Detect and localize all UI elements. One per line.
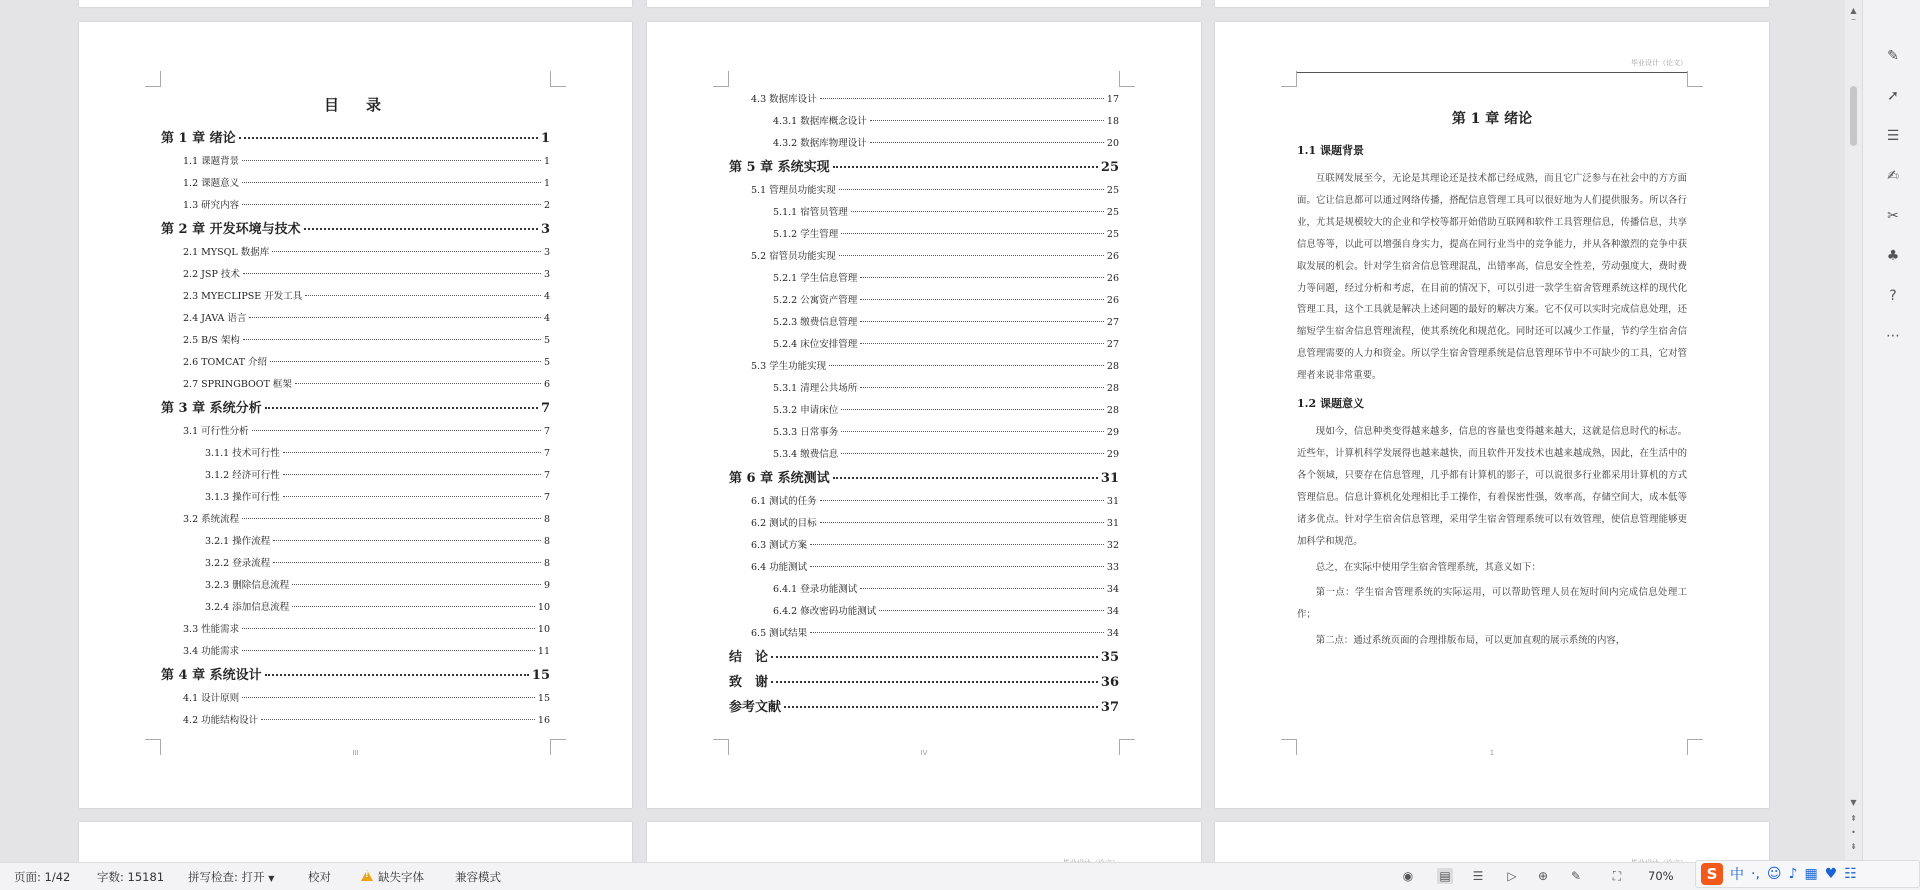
toc-list — [729, 86, 1119, 717]
toc-entry-page: 26 — [1106, 295, 1119, 306]
adjust-icon[interactable]: ☰ — [1886, 128, 1900, 144]
prev-page-icon[interactable]: ⇞ — [1850, 814, 1857, 823]
toc-leader-dots — [273, 562, 541, 563]
toc-entry-text: 2.3 MYECLIPSE 开发工具 — [183, 291, 303, 302]
toc-title: 目 录 — [323, 96, 387, 114]
proofread-button[interactable]: 校对 — [308, 870, 331, 884]
toc-leader-dots — [242, 204, 541, 205]
toc-entry-page: 7 — [543, 492, 550, 503]
toc-entry[interactable] — [161, 685, 550, 707]
page-header-rule — [1297, 72, 1687, 73]
toc-entry[interactable] — [729, 309, 1119, 331]
eye-icon[interactable]: ◉ — [1402, 869, 1414, 883]
play-icon[interactable]: ▷ — [1507, 869, 1517, 883]
toc-entry-text: 5.2.1 学生信息管理 — [773, 273, 858, 284]
toc-leader-dots — [851, 211, 1104, 212]
toc-leader-dots — [771, 656, 1098, 658]
toc-entry-text: 6.4 功能测试 — [751, 562, 808, 573]
toc-entry[interactable] — [161, 214, 550, 239]
toc-entry-text: 5.1 管理员功能实现 — [751, 185, 836, 196]
punctuation-icon[interactable]: ·, — [1751, 866, 1760, 882]
toc-entry[interactable] — [161, 418, 550, 440]
scrollbar-thumb[interactable] — [1850, 86, 1857, 146]
margin-mark — [1687, 71, 1703, 87]
toc-entry-page: 16 — [537, 715, 550, 726]
toc-entry[interactable] — [161, 594, 550, 616]
missing-font-label: 缺失字体 — [378, 870, 424, 884]
paragraph: 互联网发展至今，无论是其理论还是技术都已经成熟，而且它广泛参与在社会中的方方面面。它让信息都可以通过网络传播，搭配信息管理工具可以很好地为人们提供服务。所以各行业，尤其是规模较大的企业和学校等都开始借助互联网和软件工具管理信息，传播信息，共享信息等等，以此可以增强自身实力，提高在同行业当中的竞争能力，并从各种激烈的竞争中获取发展的机会。针对学生宿舍信息管理混乱，出错率高，信息安全性差，劳动强度大，费时费力等问题，经过分析和考虑，在目前的情况下，可以引进一款学生宿舍管理系统这样的现代化管理工具，这个工具就是解决上述问题的最好的解决方案。它不仅可以实时完成信息处理，还缩短学生宿舍信息管理流程，使其系统化和规范化。同时还可以减少工作量，节约学生宿舍信息管理需要的人力和资金。所以学生宿舍管理系统是信息管理环节中不可缺少的工具，它对管理者来说非常重要。 — [1297, 173, 1687, 382]
toc-entry[interactable] — [729, 441, 1119, 463]
margin-mark — [145, 71, 161, 87]
toc-entry[interactable] — [161, 123, 550, 148]
toc-leader-dots — [820, 500, 1104, 501]
toc-leader-dots — [860, 299, 1104, 300]
pen-icon[interactable]: ✎ — [1887, 48, 1899, 64]
toc-leader-dots — [265, 407, 538, 409]
toc-entry-page: 3 — [543, 247, 550, 258]
toc-entry-page: 2 — [543, 200, 550, 211]
toc-leader-dots — [839, 189, 1104, 190]
toc-entry[interactable] — [729, 375, 1119, 397]
chapter-title: 第 1 章 绪论 — [1451, 111, 1533, 127]
toc-leader-dots — [265, 674, 529, 676]
prev-page-2 — [647, 0, 1201, 7]
toc-leader-dots — [242, 182, 541, 183]
toc-entry-page: 10 — [537, 624, 550, 635]
toc-entry-text: 第 3 章 系统分析 — [161, 401, 262, 416]
toc-entry[interactable] — [161, 707, 550, 729]
toc-entry[interactable] — [161, 349, 550, 371]
toc-entry-page: 5 — [543, 357, 550, 368]
toc-leader-dots — [860, 321, 1104, 322]
toc-entry[interactable] — [729, 642, 1119, 667]
toc-entry-text: 4.1 设计原则 — [183, 693, 240, 704]
toc-entry-text: 第 4 章 系统设计 — [161, 668, 262, 683]
toc-entry[interactable] — [729, 130, 1119, 152]
toc-entry[interactable] — [729, 353, 1119, 375]
toc-entry[interactable] — [729, 108, 1119, 130]
toc-entry-text: 6.2 测试的目标 — [751, 518, 817, 529]
toc-entry[interactable] — [161, 170, 550, 192]
mic-icon[interactable]: ♪ — [1788, 866, 1798, 882]
toc-entry[interactable] — [729, 177, 1119, 199]
toc-leader-dots — [273, 540, 541, 541]
toc-entry[interactable] — [161, 506, 550, 528]
toc-entry-page: 29 — [1106, 449, 1119, 460]
toc-leader-dots — [860, 343, 1104, 344]
toc-entry-text: 2.7 SPRINGBOOT 框架 — [183, 379, 292, 390]
toc-entry-page: 8 — [543, 558, 550, 569]
sogou-logo-icon[interactable]: S — [1701, 863, 1723, 885]
scroll-down-icon[interactable]: ▼ — [1850, 798, 1857, 807]
toc-entry-text: 3.2.4 添加信息流程 — [205, 602, 290, 613]
toc-entry[interactable] — [161, 660, 550, 685]
toc-entry-page: 25 — [1106, 185, 1119, 196]
toc-entry[interactable] — [161, 192, 550, 214]
skin-icon[interactable]: ♥ — [1824, 866, 1838, 882]
toc-entry-text: 第 2 章 开发环境与技术 — [161, 222, 301, 237]
next-page-icon[interactable]: ⇟ — [1850, 842, 1857, 851]
toc-leader-dots — [283, 496, 541, 497]
toc-entry-text: 2.2 JSP 技术 — [183, 269, 240, 280]
toc-entry-page: 34 — [1106, 628, 1119, 639]
emoji-icon[interactable]: ☺ — [1766, 866, 1782, 882]
toc-entry-page: 36 — [1100, 675, 1119, 690]
toc-entry-text: 第 6 章 系统测试 — [729, 471, 830, 486]
toc-entry[interactable] — [729, 287, 1119, 309]
toc-entry[interactable] — [729, 331, 1119, 353]
toc-entry[interactable] — [161, 484, 550, 506]
toc-entry[interactable] — [161, 440, 550, 462]
toc-leader-dots — [243, 273, 541, 274]
toc-entry[interactable] — [729, 667, 1119, 692]
toc-entry-text: 6.1 测试的任务 — [751, 496, 817, 507]
toc-entry-page: 4 — [543, 313, 550, 324]
toc-entry-page: 35 — [1100, 650, 1119, 665]
toc-entry-page: 17 — [1106, 94, 1119, 105]
toc-leader-dots — [243, 339, 541, 340]
toc-entry-text: 结 论 — [729, 650, 769, 665]
chapter-body — [1297, 108, 1687, 656]
toc-leader-dots — [839, 255, 1104, 256]
toc-entry-text: 5.3.1 清理公共场所 — [773, 383, 858, 394]
pointer-icon[interactable]: ➚ — [1887, 88, 1899, 104]
status-bar — [0, 862, 1920, 890]
toc-leader-dots — [252, 430, 541, 431]
toc-entry-text: 1.2 课题意义 — [183, 178, 240, 189]
toc-entry-page: 29 — [1106, 427, 1119, 438]
margin-mark — [713, 71, 729, 87]
toc-entry-text: 3.1.2 经济可行性 — [205, 470, 280, 481]
help-icon[interactable]: ? — [1889, 288, 1897, 304]
toc-entry-text: 致 谢 — [729, 675, 769, 690]
toc-entry-text: 3.2 系统流程 — [183, 514, 240, 525]
toc-entry-text: 6.3 测试方案 — [751, 540, 808, 551]
keyboard-icon[interactable]: ▦ — [1804, 866, 1818, 882]
toc-page-2[interactable] — [647, 22, 1201, 808]
toc-entry-page: 1 — [543, 156, 550, 167]
section-title: 1.2 课题意义 — [1297, 397, 1364, 411]
toc-entry-page: 27 — [1106, 339, 1119, 350]
toc-entry[interactable] — [729, 692, 1119, 717]
toc-leader-dots — [292, 584, 541, 585]
toc-entry[interactable] — [729, 265, 1119, 287]
toc-leader-dots — [829, 365, 1104, 366]
toc-entry-text: 6.4.2 修改密码功能测试 — [773, 606, 877, 617]
tools-icon[interactable]: ✂ — [1887, 208, 1899, 224]
toc-entry-page: 26 — [1106, 251, 1119, 262]
toc-entry-text: 6.4.1 登录功能测试 — [773, 584, 858, 595]
toc-entry-page: 11 — [537, 646, 550, 657]
toc-entry-text: 5.2.2 公寓资产管理 — [773, 295, 858, 306]
edit-icon[interactable]: ✎ — [1570, 869, 1582, 883]
fit-page-icon[interactable]: ⛶ — [1612, 868, 1622, 883]
toc-entry[interactable] — [161, 261, 550, 283]
toc-entry[interactable] — [161, 638, 550, 660]
toc-leader-dots — [272, 251, 541, 252]
toc-entry-text: 3.3 性能需求 — [183, 624, 240, 635]
toc-entry-page: 6 — [543, 379, 550, 390]
spell-check-label: 拼写检查: 打开 — [188, 870, 265, 884]
toc-entry-text: 4.3.1 数据库概念设计 — [773, 116, 867, 127]
web-view-icon[interactable]: ⊕ — [1537, 869, 1549, 883]
toc-leader-dots — [833, 166, 1098, 168]
toc-entry[interactable] — [729, 532, 1119, 554]
toc-entry-text: 5.1.2 学生管理 — [773, 229, 839, 240]
toc-entry[interactable] — [729, 397, 1119, 419]
warning-icon — [361, 870, 373, 882]
toc-entry-page: 7 — [543, 448, 550, 459]
scroll-top-icon[interactable]: ‾ — [1851, 18, 1856, 27]
toc-entry-page: 25 — [1106, 207, 1119, 218]
margin-mark — [550, 71, 566, 87]
page-header-text: 毕业设计（论文） — [1631, 59, 1687, 67]
toc-entry-page: 31 — [1100, 471, 1119, 486]
toc-entry[interactable] — [161, 371, 550, 393]
toc-entry[interactable] — [729, 243, 1119, 265]
toc-entry[interactable] — [729, 510, 1119, 532]
toc-leader-dots — [261, 719, 535, 720]
toc-entry-text: 第 5 章 系统实现 — [729, 160, 830, 175]
toc-entry[interactable] — [161, 305, 550, 327]
toc-leader-dots — [242, 628, 535, 629]
word-count[interactable]: 字数: 15181 — [97, 870, 165, 884]
vertical-scrollbar[interactable] — [1845, 0, 1862, 862]
toc-entry[interactable] — [161, 239, 550, 261]
toc-leader-dots — [870, 120, 1104, 121]
toc-leader-dots — [242, 697, 535, 698]
toc-entry-page: 3 — [540, 222, 550, 237]
toc-entry-page: 25 — [1106, 229, 1119, 240]
paragraph: 第二点：通过系统页面的合理排版布局，可以更加直观的展示系统的内容， — [1315, 635, 1626, 647]
page-number: III — [352, 749, 359, 757]
toc-entry-page: 28 — [1106, 383, 1119, 394]
outline-view-icon[interactable]: ☰ — [1472, 869, 1484, 883]
toc-entry-text: 5.3.2 申请床位 — [773, 405, 839, 416]
toc-leader-dots — [242, 518, 541, 519]
toc-entry-page: 7 — [543, 470, 550, 481]
margin-mark — [1281, 71, 1297, 87]
toc-entry-page: 7 — [543, 426, 550, 437]
toc-leader-dots — [304, 228, 538, 230]
toc-entry-text: 2.6 TOMCAT 介绍 — [183, 357, 267, 368]
toc-entry-page: 27 — [1106, 317, 1119, 328]
toc-entry-page: 33 — [1106, 562, 1119, 573]
chapter-page[interactable] — [1215, 22, 1769, 808]
toc-entry-text: 5.3 学生功能实现 — [751, 361, 827, 372]
toc-leader-dots — [270, 361, 541, 362]
toc-entry-page: 3 — [543, 269, 550, 280]
toc-entry-text: 4.2 功能结构设计 — [183, 715, 259, 726]
toc-entry-text: 2.4 JAVA 语言 — [183, 313, 247, 324]
select-browse-icon[interactable]: • — [1851, 828, 1856, 837]
toc-entry[interactable] — [729, 86, 1119, 108]
toc-entry-page: 32 — [1106, 540, 1119, 551]
toc-entry-text: 2.1 MYSQL 数据库 — [183, 247, 270, 258]
toc-leader-dots — [242, 160, 541, 161]
toc-entry-page: 31 — [1106, 496, 1119, 507]
toc-leader-dots — [249, 317, 541, 318]
toc-leader-dots — [810, 632, 1104, 633]
ime-lang[interactable]: 中 — [1730, 867, 1744, 883]
toc-entry[interactable] — [729, 221, 1119, 243]
toc-leader-dots — [820, 98, 1104, 99]
toc-entry-text: 4.3 数据库设计 — [751, 94, 817, 105]
toc-entry[interactable] — [161, 572, 550, 594]
toc-leader-dots — [784, 706, 1098, 708]
toc-entry[interactable] — [729, 152, 1119, 177]
toc-entry[interactable] — [161, 528, 550, 550]
toc-leader-dots — [292, 606, 535, 607]
toc-leader-dots — [820, 522, 1104, 523]
toc-entry-text: 5.1.1 宿管员管理 — [773, 207, 848, 218]
toc-leader-dots — [242, 650, 535, 651]
toc-leader-dots — [841, 431, 1104, 432]
toc-entry[interactable] — [729, 554, 1119, 576]
toc-entry-text: 4.3.2 数据库物理设计 — [773, 138, 867, 149]
toc-entry-text: 6.5 测试结果 — [751, 628, 808, 639]
toc-leader-dots — [879, 610, 1104, 611]
toc-leader-dots — [810, 544, 1104, 545]
page-view-icon[interactable]: ▤ — [1437, 868, 1453, 884]
toc-entry-text: 1.1 课题背景 — [183, 156, 240, 167]
toc-leader-dots — [870, 142, 1104, 143]
page-number: 1 — [1489, 749, 1495, 757]
toc-entry[interactable] — [161, 550, 550, 572]
section-title: 1.1 课题背景 — [1297, 144, 1364, 157]
toc-entry[interactable] — [161, 393, 550, 418]
toc-entry-page: 1 — [540, 131, 550, 146]
toc-entry[interactable] — [729, 620, 1119, 642]
toc-entry-page: 1 — [543, 178, 550, 189]
toc-leader-dots — [239, 137, 538, 139]
toc-entry[interactable] — [161, 327, 550, 349]
toc-entry-text: 5.3.3 日常事务 — [773, 427, 839, 438]
toc-entry[interactable] — [161, 462, 550, 484]
shirt-icon[interactable]: ♣ — [1886, 248, 1900, 264]
toc-entry-text: 3.1.1 技术可行性 — [205, 448, 280, 459]
toc-leader-dots — [841, 409, 1104, 410]
toc-entry[interactable] — [729, 419, 1119, 441]
toc-entry-text: 5.2.3 缴费信息管理 — [773, 317, 858, 328]
toc-entry-page: 15 — [531, 668, 550, 683]
toc-entry-text: 5.3.4 缴费信息 — [773, 449, 839, 460]
spell-check[interactable] — [188, 869, 274, 885]
toc-leader-dots — [841, 453, 1104, 454]
paragraph: 现如今，信息种类变得越来越多，信息的容量也变得越来越大，这就是信息时代的标志。近些年，计算机科学发展得也越来越快，而且软件开发技术也越来越成熟，因此，在生活中的各个领域，只要存在信息管理，几乎都有计算机的影子，可以说很多行业都采用计算机的方式管理信息。信息计算机化处理相比手工操作，有着保密性强，效率高，存储空间大，成本低等诸多优点。针对学生宿舍信息管理，采用学生宿舍管理系统可以有效管理，使信息管理能够更加科学和规范。 — [1297, 426, 1687, 547]
toc-entry-page: 5 — [543, 335, 550, 346]
toc-entry-text: 参考文献 — [729, 700, 782, 715]
toc-entry-text: 2.5 B/S 架构 — [183, 335, 240, 346]
toc-entry-page: 8 — [543, 536, 550, 547]
toc-entry-text: 3.1 可行性分析 — [183, 426, 249, 437]
style-icon[interactable]: ✍ — [1887, 168, 1899, 184]
toc-entry-page: 18 — [1106, 116, 1119, 127]
toc-entry[interactable] — [161, 283, 550, 305]
toc-entry-page: 15 — [537, 693, 550, 704]
toc-entry[interactable] — [729, 576, 1119, 598]
toc-entry-text: 3.4 功能需求 — [183, 646, 240, 657]
toc-entry[interactable] — [161, 148, 550, 170]
toc-page-1[interactable] — [79, 22, 632, 808]
toc-entry-page: 26 — [1106, 273, 1119, 284]
toc-entry-text: 5.2 宿管员功能实现 — [751, 251, 836, 262]
missing-font-button[interactable] — [361, 869, 424, 885]
toc-entry-text: 3.2.3 删除信息流程 — [205, 580, 290, 591]
toc-entry[interactable] — [729, 598, 1119, 620]
toc-entry[interactable] — [161, 616, 550, 638]
scroll-up-icon[interactable]: ▲ — [1850, 6, 1857, 15]
toc-entry-page: 37 — [1100, 700, 1119, 715]
toc-leader-dots — [841, 233, 1104, 234]
paragraph: 第一点：学生宿舍管理系统的实际运用，可以帮助管理人员在短时间内完成信息处理工作； — [1297, 587, 1687, 621]
toc-entry-page: 31 — [1106, 518, 1119, 529]
prev-page-1 — [79, 0, 632, 7]
page-count[interactable]: 页面: 1/42 — [14, 870, 71, 884]
tools-icon[interactable]: ☷ — [1844, 866, 1857, 882]
zoom-level[interactable]: 70% — [1648, 869, 1674, 883]
toc-entry-page: 34 — [1106, 584, 1119, 595]
toc-entry-page: 34 — [1106, 606, 1119, 617]
toc-entry-page: 28 — [1106, 405, 1119, 416]
toc-entry-page: 28 — [1106, 361, 1119, 372]
toc-leader-dots — [860, 588, 1104, 589]
toc-leader-dots — [283, 474, 541, 475]
toc-entry[interactable] — [729, 199, 1119, 221]
toc-leader-dots — [860, 387, 1104, 388]
toc-leader-dots — [771, 681, 1098, 683]
paragraph: 总之，在实际中使用学生宿舍管理系统，其意义如下： — [1315, 561, 1541, 573]
toc-entry-page: 20 — [1106, 138, 1119, 149]
more-icon[interactable]: ⋯ — [1886, 328, 1900, 344]
margin-mark — [1119, 71, 1135, 87]
toc-entry[interactable] — [729, 488, 1119, 510]
toc-list — [161, 123, 550, 729]
toc-entry-text: 1.3 研究内容 — [183, 200, 240, 211]
toc-entry-page: 9 — [543, 580, 550, 591]
toc-leader-dots — [810, 566, 1104, 567]
prev-page-3 — [1215, 0, 1769, 7]
compat-mode: 兼容模式 — [455, 870, 501, 884]
toc-entry[interactable] — [729, 463, 1119, 488]
ime-toolbar[interactable] — [1695, 860, 1920, 888]
toc-leader-dots — [295, 383, 541, 384]
toc-entry-page: 8 — [543, 514, 550, 525]
chevron-down-icon: ▼ — [268, 874, 275, 883]
toc-leader-dots — [283, 452, 541, 453]
toc-leader-dots — [860, 277, 1104, 278]
toc-entry-text: 3.2.2 登录流程 — [205, 558, 271, 569]
toc-leader-dots — [305, 295, 541, 296]
toc-entry-text: 3.1.3 操作可行性 — [205, 492, 280, 503]
toc-entry-text: 第 1 章 绪论 — [161, 131, 236, 146]
toc-entry-page: 10 — [537, 602, 550, 613]
toc-entry-page: 7 — [540, 401, 550, 416]
right-tool-panel — [1862, 0, 1920, 862]
toc-entry-page: 25 — [1100, 160, 1119, 175]
page-number: IV — [920, 749, 928, 757]
toc-leader-dots — [833, 477, 1098, 479]
toc-entry-page: 4 — [543, 291, 550, 302]
toc-entry-text: 3.2.1 操作流程 — [205, 536, 271, 547]
toc-entry-text: 5.2.4 床位安排管理 — [773, 339, 858, 350]
